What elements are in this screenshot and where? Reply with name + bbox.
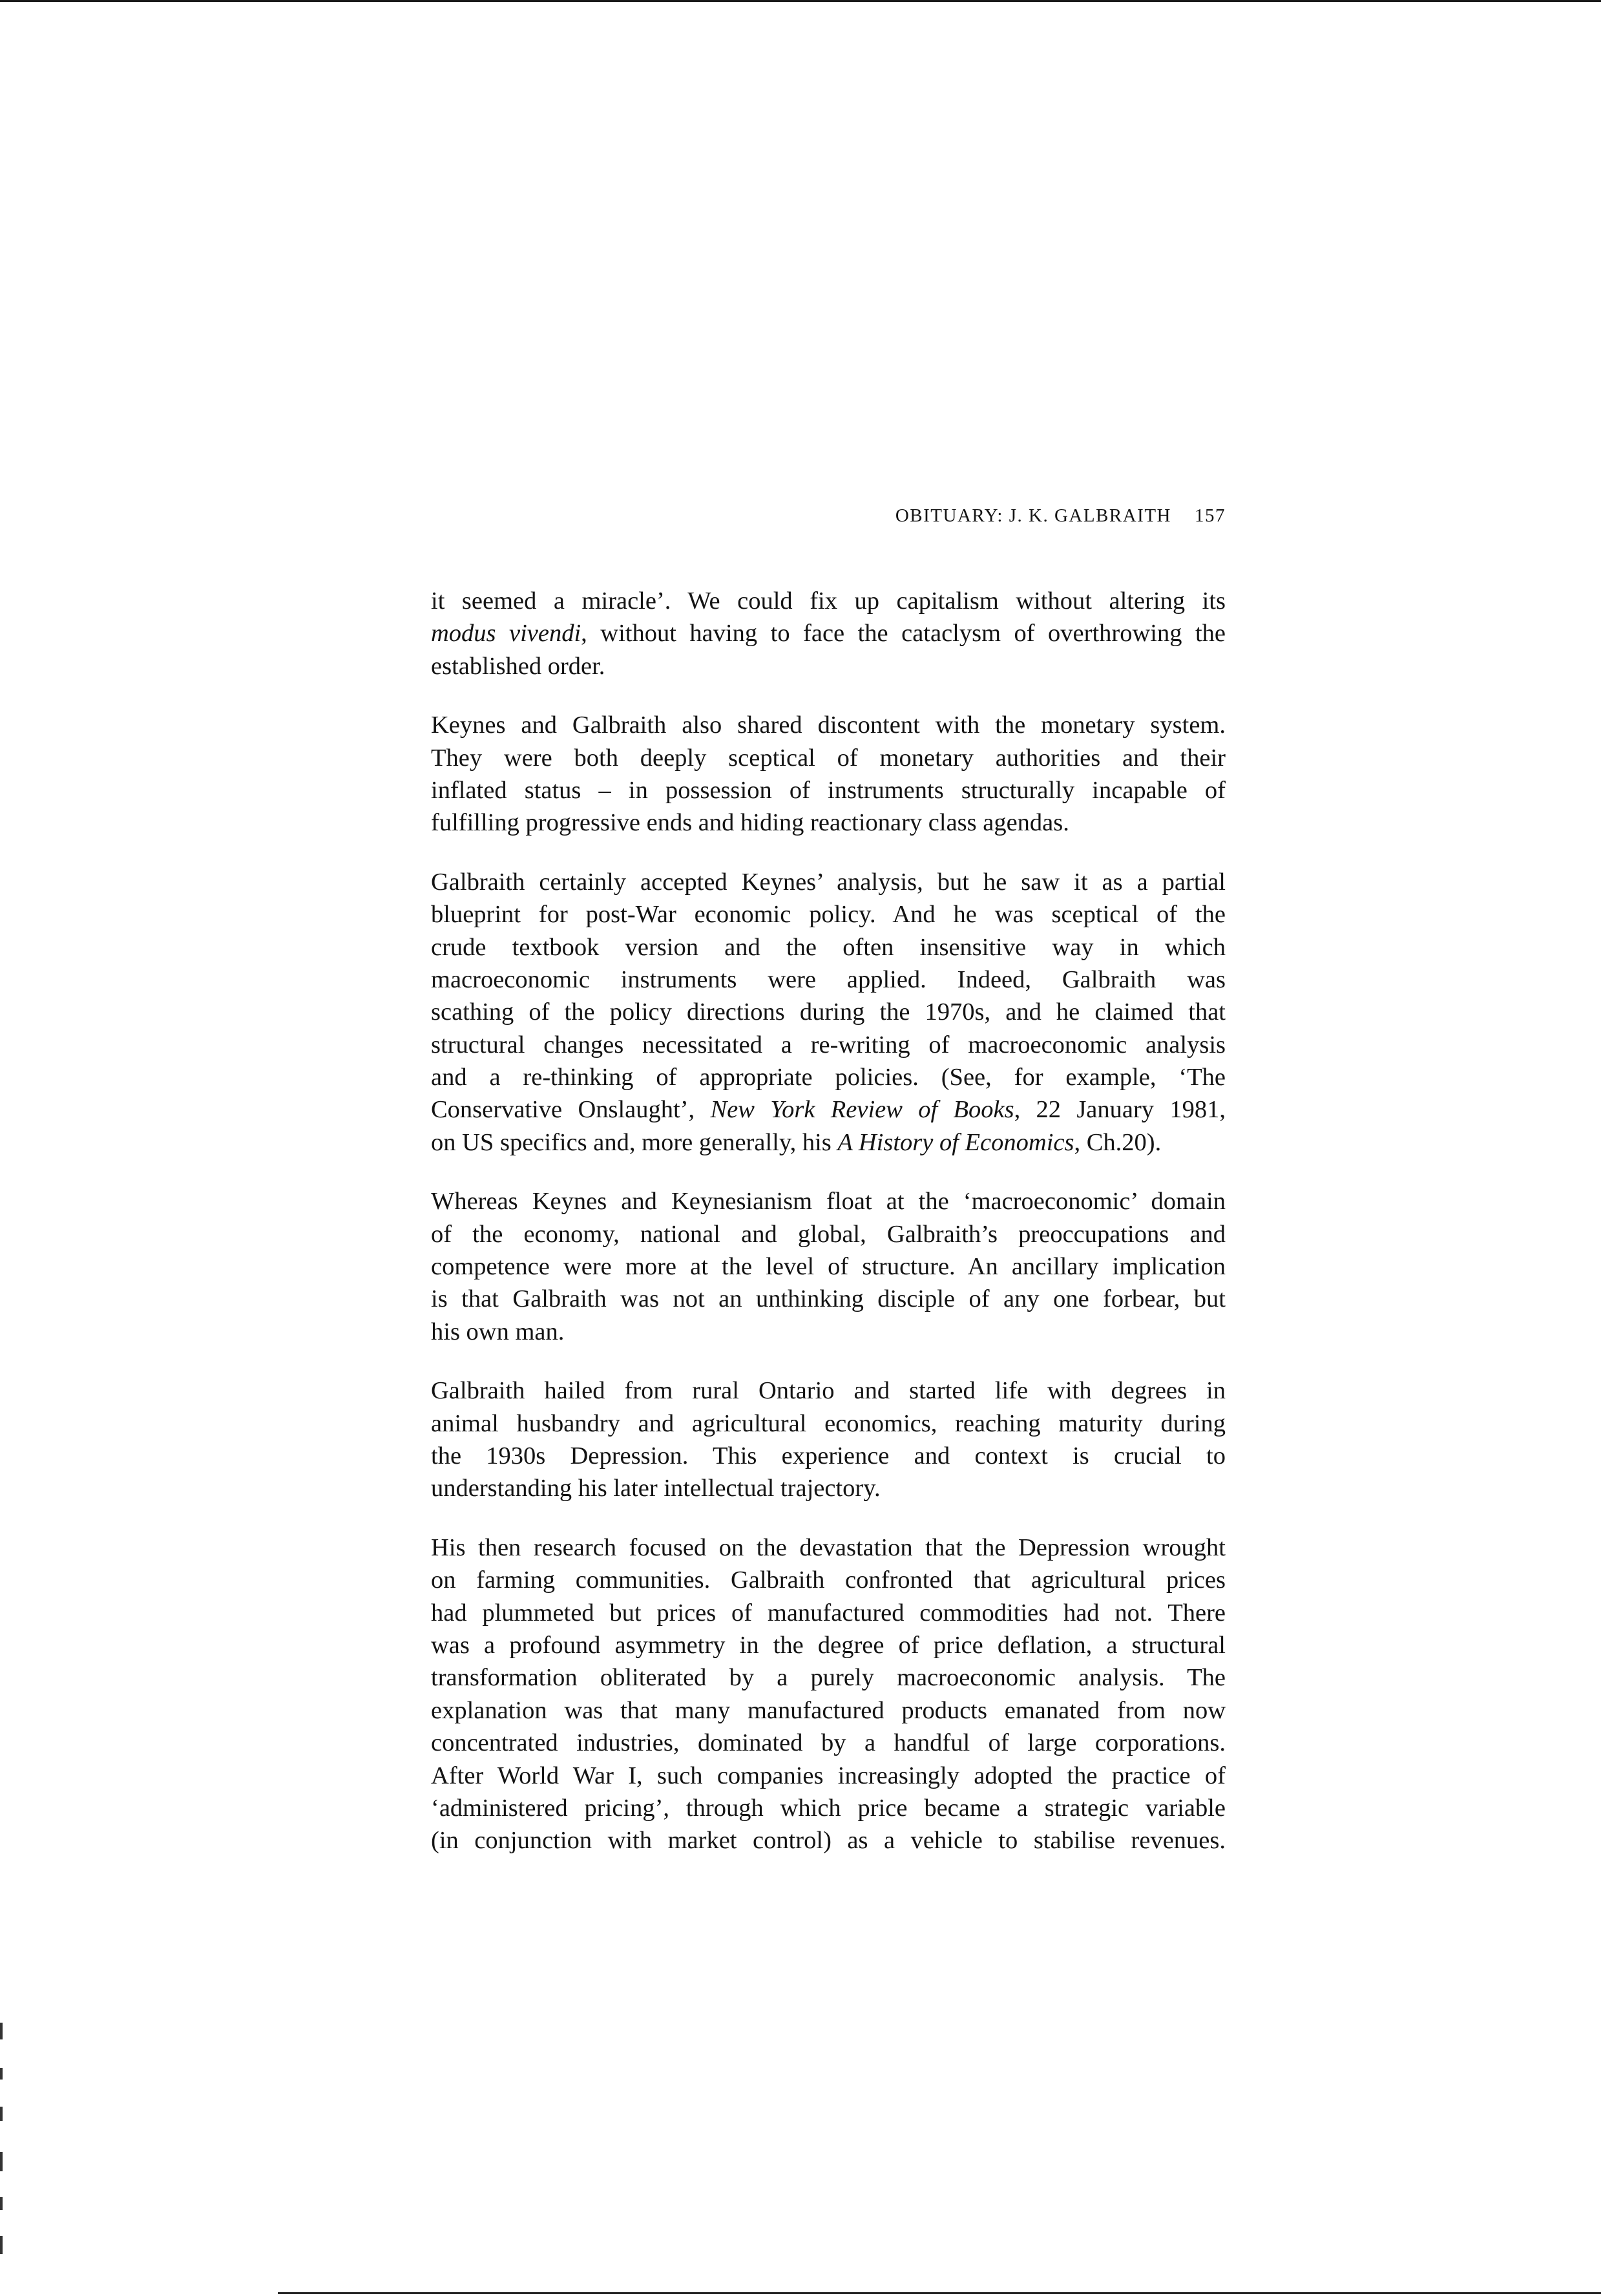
body-text bbox=[431, 585, 1226, 1884]
paragraph bbox=[431, 1374, 1226, 1505]
scan-margin-mark bbox=[0, 2197, 3, 2210]
text-run: animal husbandry and agricultural economics, reaching maturity during bbox=[431, 1409, 1226, 1437]
italic-title: modus vivendi bbox=[431, 620, 581, 648]
text-line bbox=[431, 1316, 1226, 1348]
text-run: concentrated industries, dominated by a handful of large corporations. bbox=[431, 1729, 1226, 1757]
text-line bbox=[431, 964, 1226, 996]
paragraph bbox=[431, 1532, 1226, 1857]
text-line bbox=[431, 931, 1226, 964]
text-run: crude textbook version and the often insensitive way in which bbox=[431, 933, 1226, 961]
page-top-rule bbox=[0, 0, 1601, 2]
text-run: ‘administered pricing’, through which price became a strategic variable bbox=[431, 1794, 1226, 1822]
text-run: transformation obliterated by a purely macroeconomic analysis. The bbox=[431, 1664, 1226, 1692]
scan-margin-mark bbox=[0, 2236, 3, 2254]
text-line bbox=[431, 1374, 1226, 1407]
text-line bbox=[431, 898, 1226, 931]
text-run: Whereas Keynes and Keynesianism float at the ‘macroeconomic’ domain bbox=[431, 1188, 1226, 1216]
text-run: on US specifics and, more generally, his bbox=[431, 1128, 838, 1156]
text-run: macroeconomic instruments were applied. Indeed, Galbraith was bbox=[431, 965, 1226, 993]
text-run: , without having to face the cataclysm of overthrowing the bbox=[581, 620, 1226, 648]
text-line bbox=[431, 1629, 1226, 1661]
text-run: inflated status – in possession of instruments structurally incapable of bbox=[431, 776, 1226, 804]
text-run: blueprint for post-War economic policy. And he was sceptical of the bbox=[431, 901, 1226, 929]
text-run: , 22 January 1981, bbox=[1014, 1096, 1226, 1124]
text-line bbox=[431, 1727, 1226, 1759]
text-run: Conservative Onslaught’, bbox=[431, 1096, 711, 1124]
text-line bbox=[431, 1218, 1226, 1250]
text-line bbox=[431, 585, 1226, 617]
italic-title: New York Review of Books bbox=[710, 1096, 1014, 1124]
text-line bbox=[431, 1126, 1226, 1159]
text-line bbox=[431, 1472, 1226, 1504]
text-line bbox=[431, 806, 1226, 839]
text-line bbox=[431, 1407, 1226, 1440]
text-run: is that Galbraith was not an unthinking disciple of any one forbear, but bbox=[431, 1285, 1226, 1313]
text-line bbox=[431, 1532, 1226, 1564]
text-line bbox=[431, 1694, 1226, 1727]
scan-margin-mark bbox=[0, 2152, 3, 2171]
text-run: Galbraith hailed from rural Ontario and started life with degrees in bbox=[431, 1377, 1226, 1405]
text-line bbox=[431, 1093, 1226, 1126]
text-run: his own man. bbox=[431, 1318, 565, 1345]
text-line bbox=[431, 1185, 1226, 1217]
text-run: (in conjunction with market control) as a vehicle to stabilise revenues. bbox=[431, 1827, 1226, 1855]
paragraph bbox=[431, 585, 1226, 682]
text-line bbox=[431, 774, 1226, 806]
text-line bbox=[431, 1661, 1226, 1694]
text-run: structural changes necessitated a re-writing of macroeconomic analysis bbox=[431, 1031, 1226, 1058]
text-line bbox=[431, 1440, 1226, 1472]
text-line bbox=[431, 1792, 1226, 1824]
text-run: After World War I, such companies increasingly adopted the practice of bbox=[431, 1762, 1226, 1789]
text-line bbox=[431, 996, 1226, 1028]
text-run: They were both deeply sceptical of monetary authorities and their bbox=[431, 744, 1226, 772]
text-run: of the economy, national and global, Galbraith’s preoccupations and bbox=[431, 1220, 1226, 1248]
text-line bbox=[431, 1824, 1226, 1857]
text-run: understanding his later intellectual trajectory. bbox=[431, 1475, 881, 1502]
paragraph bbox=[431, 1185, 1226, 1348]
text-run: , Ch.20). bbox=[1074, 1128, 1162, 1156]
text-run: on farming communities. Galbraith confronted that agricultural prices bbox=[431, 1566, 1226, 1594]
text-run: it seemed a miracle’. We could fix up capitalism without altering its bbox=[431, 587, 1226, 615]
paragraph bbox=[431, 866, 1226, 1159]
text-line bbox=[431, 617, 1226, 649]
scan-margin-mark bbox=[0, 2107, 3, 2121]
text-run: explanation was that many manufactured products emanated from now bbox=[431, 1696, 1226, 1724]
page-number: 157 bbox=[1195, 505, 1226, 526]
text-run: competence were more at the level of structure. An ancillary implication bbox=[431, 1253, 1226, 1281]
text-run: Keynes and Galbraith also shared discontent with the monetary system. bbox=[431, 711, 1226, 739]
italic-title: A History of Economics bbox=[837, 1128, 1074, 1156]
text-line bbox=[431, 1061, 1226, 1093]
text-run: had plummeted but prices of manufactured commodities had not. There bbox=[431, 1599, 1226, 1627]
running-head bbox=[431, 505, 1226, 527]
text-line bbox=[431, 1029, 1226, 1061]
text-line bbox=[431, 1564, 1226, 1596]
text-line bbox=[431, 1760, 1226, 1792]
text-line bbox=[431, 709, 1226, 741]
text-run: His then research focused on the devastation that the Depression wrought bbox=[431, 1533, 1226, 1561]
text-run: fulfilling progressive ends and hiding reactionary class agendas. bbox=[431, 809, 1069, 837]
text-run: scathing of the policy directions during the 1970s, and he claimed that bbox=[431, 998, 1226, 1026]
text-run: and a re-thinking of appropriate policies. (See, for example, ‘The bbox=[431, 1064, 1226, 1091]
scan-margin-mark bbox=[0, 2023, 3, 2039]
text-line bbox=[431, 1283, 1226, 1315]
scan-margin-mark bbox=[0, 2068, 3, 2080]
text-line bbox=[431, 1250, 1226, 1283]
page-bottom-rule bbox=[278, 2292, 1601, 2294]
text-run: was a profound asymmetry in the degree of price deflation, a structural bbox=[431, 1631, 1226, 1659]
text-line bbox=[431, 866, 1226, 898]
text-run: the 1930s Depression. This experience and context is crucial to bbox=[431, 1442, 1226, 1469]
text-line bbox=[431, 1597, 1226, 1629]
text-line bbox=[431, 650, 1226, 682]
text-run: Galbraith certainly accepted Keynes’ analysis, but he saw it as a partial bbox=[431, 868, 1226, 896]
text-line bbox=[431, 742, 1226, 774]
text-run: established order. bbox=[431, 652, 605, 680]
running-head-title: OBITUARY: J. K. GALBRAITH bbox=[895, 505, 1171, 526]
paragraph bbox=[431, 709, 1226, 839]
